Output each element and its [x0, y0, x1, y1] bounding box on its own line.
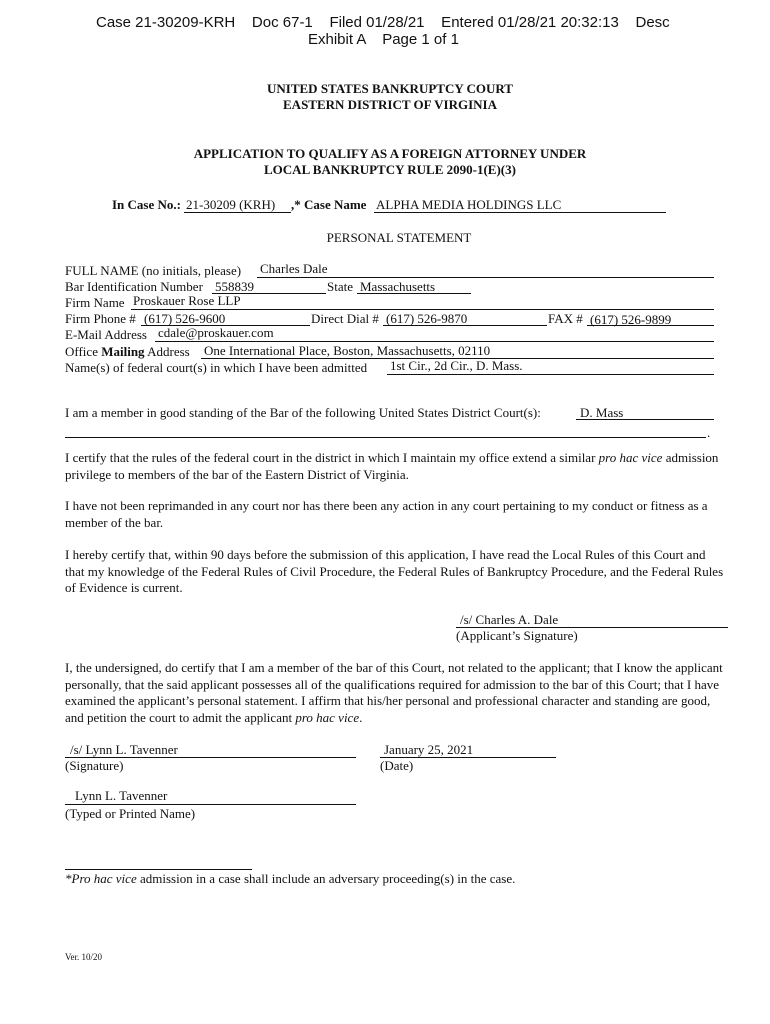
- full-name-value: Charles Dale: [260, 261, 328, 276]
- certify-rules-text-b: admission privilege to members of the bar of the Eastern District of Virginia.: [65, 450, 719, 482]
- footnote-italic: *Pro hac vice: [65, 871, 137, 886]
- bar-id-value: 558839: [215, 279, 254, 294]
- member-second-underline: [65, 437, 706, 438]
- certify-rules-text-a: I certify that the rules of the federal court in the district in which I maintain my office extend a similar: [65, 450, 599, 465]
- fax-label: FAX #: [548, 311, 583, 326]
- sponsor-statement-text-a: I, the undersigned, do certify that I am a member of the bar of this Court, not related to the applicant; that I know the applicant personally, that the said applicant possesses all of the qualifications required for admission to the bar of this Court; that I have examined the applicant’s personal statement. I affirm that his/her personal and professional character and standing are good, and petition the court to admit the applicant: [65, 660, 723, 725]
- office-address-value: One International Place, Boston, Massachusetts, 02110: [204, 343, 491, 358]
- form-version: Ver. 10/20: [65, 952, 102, 962]
- sponsor-statement-italic: pro hac vice: [295, 709, 360, 725]
- office-label-post: Address: [144, 344, 190, 359]
- member-court-value: D. Mass: [580, 405, 624, 420]
- filing-stamp-line2: Exhibit A Page 1 of 1: [308, 31, 459, 48]
- sponsor-statement-paragraph: [65, 660, 727, 726]
- firm-phone-value: (617) 526-9600: [144, 311, 226, 326]
- full-name-label: FULL NAME (no initials, please): [65, 263, 242, 278]
- application-title-line2: LOCAL BANKRUPTCY RULE 2090-1(E)(3): [264, 162, 516, 177]
- not-reprimanded-paragraph: I have not been reprimanded in any court nor has there been any action in any court pertaining to my conduct or fitness as a member of the bar.: [65, 498, 708, 530]
- office-label-bold: Mailing: [101, 344, 145, 359]
- sponsor-statement-text-b: .: [359, 709, 363, 725]
- firm-name-underline: [131, 309, 714, 310]
- certify-rules-italic: pro hac vice: [598, 450, 663, 465]
- sponsor-date-caption: (Date): [380, 758, 414, 773]
- sponsor-signature-value: /s/ Lynn L. Tavenner: [70, 742, 178, 757]
- email-value: cdale@proskauer.com: [158, 325, 274, 340]
- personal-statement-heading: PERSONAL STATEMENT: [326, 230, 472, 245]
- certify-rules-paragraph: [65, 450, 727, 483]
- office-label-pre: Office: [65, 344, 102, 359]
- applicant-signature-caption: (Applicant’s Signature): [456, 628, 578, 643]
- state-label: State: [327, 279, 353, 294]
- printed-name-caption: (Typed or Printed Name): [65, 806, 196, 821]
- bar-id-label: Bar Identification Number: [65, 279, 203, 294]
- federal-courts-underline: [387, 374, 714, 375]
- firm-phone-label: Firm Phone #: [65, 311, 136, 326]
- member-period: .: [707, 425, 711, 440]
- printed-name-value: Lynn L. Tavenner: [75, 788, 168, 803]
- applicant-signature-value: /s/ Charles A. Dale: [460, 612, 559, 627]
- full-name-underline: [257, 277, 714, 278]
- email-label: E-Mail Address: [65, 327, 147, 342]
- case-no-value: 21-30209 (KRH): [186, 197, 276, 212]
- firm-name-value: Proskauer Rose LLP: [133, 293, 241, 308]
- direct-dial-value: (617) 526-9870: [386, 311, 468, 326]
- state-value: Massachusetts: [360, 279, 436, 294]
- case-name-label: ,* Case Name: [291, 197, 367, 212]
- filing-stamp-line1: Case 21-30209-KRH Doc 67-1 Filed 01/28/21 Entered 01/28/21 20:32:13 Desc: [96, 14, 670, 31]
- court-district: EASTERN DISTRICT OF VIRGINIA: [283, 97, 497, 112]
- office-address-label: [65, 344, 190, 360]
- federal-courts-value: 1st Cir., 2d Cir., D. Mass.: [390, 358, 523, 373]
- court-name: UNITED STATES BANKRUPTCY COURT: [267, 81, 513, 96]
- case-no-label: In Case No.:: [112, 197, 181, 212]
- direct-dial-label: Direct Dial #: [311, 311, 379, 326]
- sponsor-date-value: January 25, 2021: [384, 742, 474, 757]
- printed-name-line: [65, 804, 356, 805]
- firm-name-label: Firm Name: [65, 295, 125, 310]
- footnote-rule: [65, 869, 252, 870]
- member-statement: I am a member in good standing of the Bar of the following United States District Court(s):: [65, 405, 541, 420]
- fax-value: (617) 526-9899: [590, 312, 672, 327]
- rules-knowledge-paragraph: I hereby certify that, within 90 days before the submission of this application, I have read the Local Rules of this Court and that my knowledge of the Federal Rules of Civil Procedure, the Federal Rules of Bankruptcy Procedure, and the Federal Rules of Evidence is current.: [65, 547, 724, 595]
- application-title-line1: APPLICATION TO QUALIFY AS A FOREIGN ATTORNEY UNDER: [193, 146, 587, 161]
- footnote-text: admission in a case shall include an adversary proceeding(s) in the case.: [136, 871, 516, 886]
- email-underline: [155, 341, 714, 342]
- case-name-value: ALPHA MEDIA HOLDINGS LLC: [376, 197, 562, 212]
- federal-courts-label: Name(s) of federal court(s) in which I have been admitted: [65, 360, 368, 375]
- footnote: [65, 871, 515, 887]
- sponsor-signature-caption: (Signature): [65, 758, 124, 773]
